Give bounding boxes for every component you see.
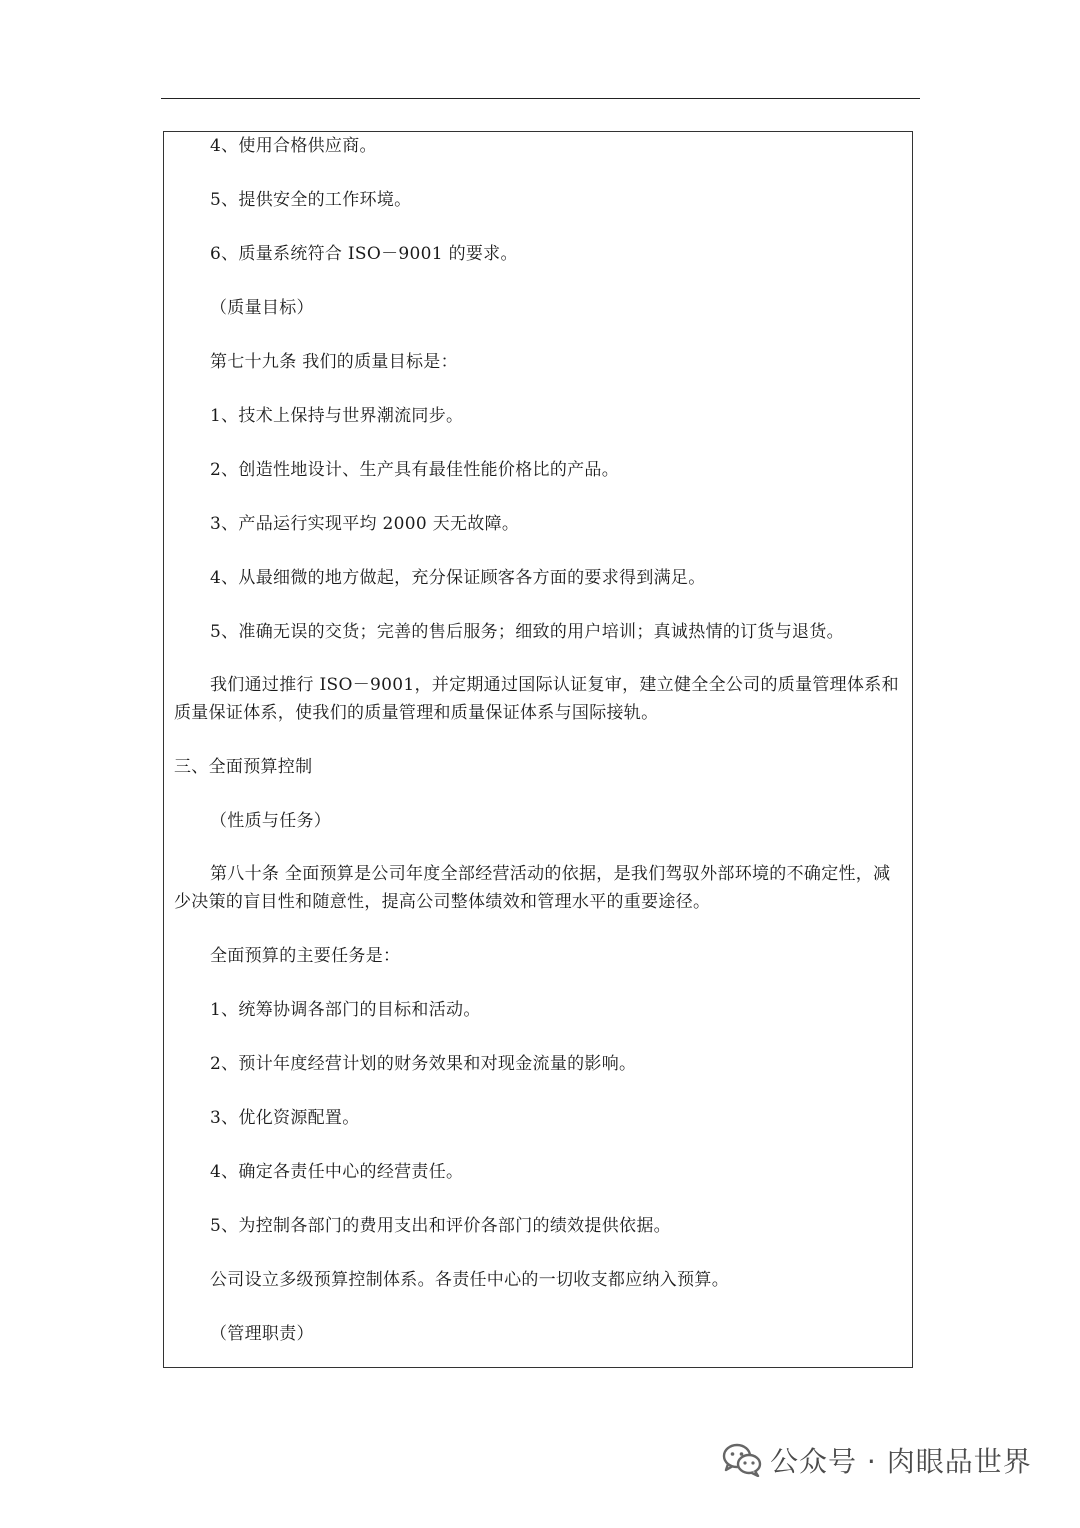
article-79: 第七十九条 我们的质量目标是： [210, 352, 458, 372]
wechat-icon [722, 1443, 762, 1477]
quality-goal-1: 1、技术上保持与世界潮流同步。 [210, 406, 464, 426]
budget-task-2: 2、预计年度经营计划的财务效果和对现金流量的影响。 [210, 1054, 637, 1074]
quality-policy-item-6: 6、质量系统符合 ISO－9001 的要求。 [210, 244, 518, 264]
budget-task-5: 5、为控制各部门的费用支出和评价各部门的绩效提供依据。 [210, 1216, 671, 1236]
section-heading-budget-control: 三、全面预算控制 [174, 757, 313, 777]
quality-goal-4: 4、从最细微的地方做起，充分保证顾客各方面的要求得到满足。 [210, 568, 706, 588]
tasks-intro: 全面预算的主要任务是： [210, 946, 401, 966]
quality-goal-3: 3、产品运行实现平均 2000 天无故障。 [210, 514, 520, 534]
budget-task-1: 1、统筹协调各部门的目标和活动。 [210, 1000, 481, 1020]
header-rule [161, 98, 920, 99]
budget-control-system: 公司设立多级预算控制体系。各责任中心的一切收支都应纳入预算。 [210, 1270, 729, 1290]
document-frame [163, 131, 913, 1368]
subheading-management-duties: （管理职责） [210, 1324, 314, 1344]
subheading-nature-tasks: （性质与任务） [210, 811, 332, 831]
quality-goal-2: 2、创造性地设计、生产具有最佳性能价格比的产品。 [210, 460, 620, 480]
paragraph-iso-certification: 我们通过推行 ISO－9001，并定期通过国际认证复审，建立健全全公司的质量管理体系和质量保证体系，使我们的质量管理和质量保证体系与国际接轨。 [174, 675, 899, 723]
quality-goal-5: 5、准确无误的交货；完善的售后服务；细致的用户培训；真诚热情的订货与退货。 [210, 622, 844, 642]
subheading-quality-goals: （质量目标） [210, 298, 314, 318]
paragraph-article-80: 第八十条 全面预算是公司年度全部经营活动的依据，是我们驾驭外部环境的不确定性，减少决策的盲目性和随意性，提高公司整体绩效和管理水平的重要途径。 [174, 864, 891, 912]
quality-policy-item-5: 5、提供安全的工作环境。 [210, 190, 412, 210]
budget-task-3: 3、优化资源配置。 [210, 1108, 360, 1128]
budget-task-4: 4、确定各责任中心的经营责任。 [210, 1162, 464, 1182]
watermark-text: 公众号 · 肉眼品世界 [770, 1445, 1032, 1478]
wechat-watermark [722, 1438, 1032, 1482]
quality-policy-item-4: 4、使用合格供应商。 [210, 136, 377, 156]
